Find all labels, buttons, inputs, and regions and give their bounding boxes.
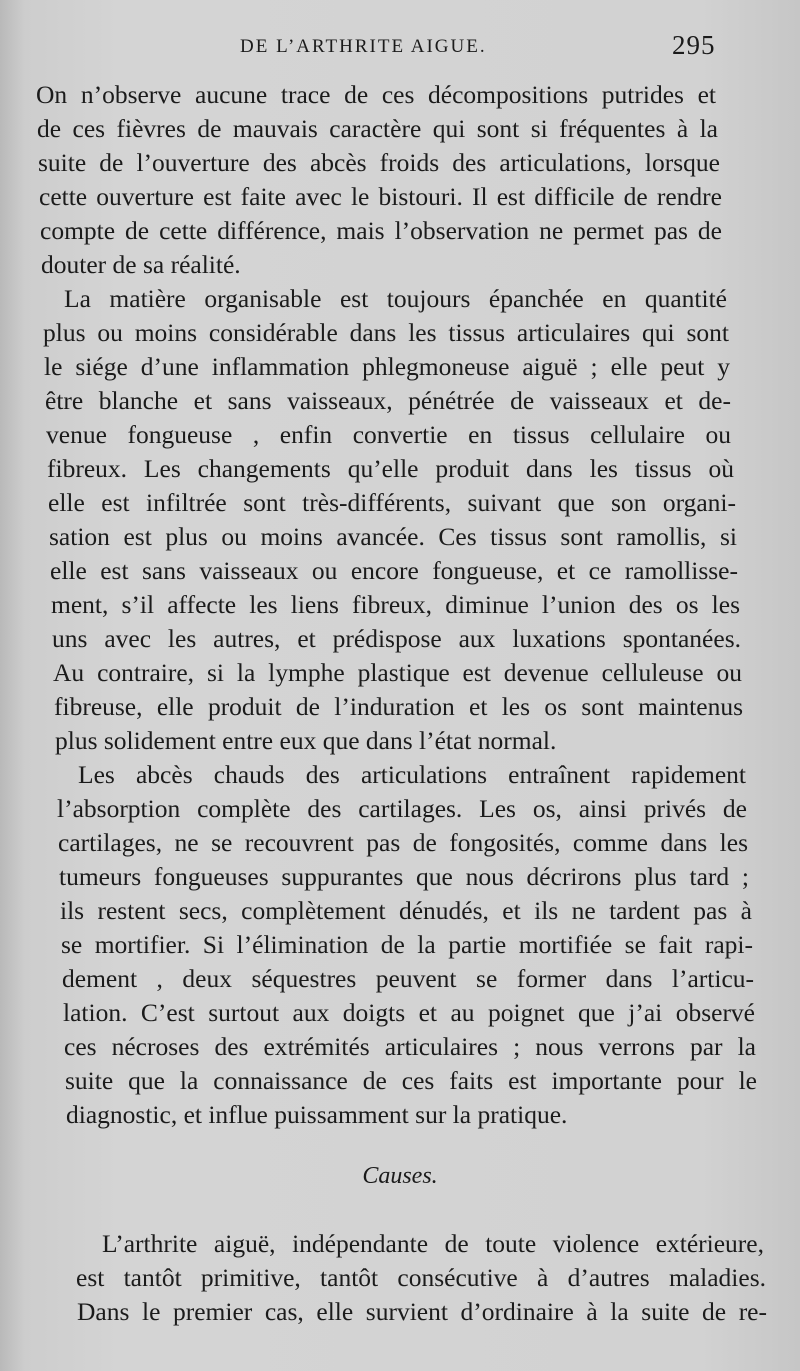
text-line: cette ouverture est faite avec le bistouri. Il est difficile de rendre: [39, 182, 722, 211]
text-line: ils restent secs, complètement dénudés, et ils ne tardent pas à: [60, 896, 752, 925]
text-line: Les abcès chauds des articulations entraînent rapidement: [78, 760, 746, 789]
text-line: cartilages, ne se recouvrent pas de fongosités, comme dans les: [58, 828, 748, 857]
text-line: dement , deux séquestres peuvent se former dans l’articu-: [62, 964, 754, 993]
text-line: ces nécroses des extrémités articulaires ; nous verrons par la: [64, 1032, 756, 1061]
text-line: plus solidement entre eux que dans l’état normal.: [55, 726, 557, 755]
text-line: sation est plus ou moins avancée. Ces tissus sont ramollis, si: [49, 522, 737, 551]
text-line: elle est sans vaisseaux ou encore fongueuse, et ce ramollisse-: [50, 556, 738, 585]
text-line: ment, s’il affecte les liens fibreux, diminue l’union des os les: [51, 590, 740, 619]
text-line: uns avec les autres, et prédispose aux luxations spontanées.: [52, 624, 741, 653]
text-line: fibreux. Les changements qu’elle produit dans les tissus où: [47, 454, 734, 483]
text-line: être blanche et sans vaisseaux, pénétrée de vaisseaux et de-: [45, 386, 731, 415]
text-line: On n’observe aucune trace de ces décompositions putrides et: [36, 80, 716, 109]
text-line: l’absorption complète des cartilages. Les os, ainsi privés de: [57, 794, 747, 823]
text-line: lation. C’est surtout aux doigts et au poignet que j’ai observé: [63, 998, 755, 1027]
text-line: suite de l’ouverture des abcès froids des articulations, lorsque: [38, 148, 720, 177]
text-line: le siége d’une inflammation phlegmoneuse aiguë ; elle peut y: [44, 352, 730, 381]
text-line: suite que la connaissance de ces faits est importante pour le: [65, 1066, 757, 1095]
text-line: douter de sa réalité.: [41, 250, 241, 279]
page-number: 295: [672, 30, 716, 60]
running-title: DE L’ARTHRITE AIGUE.: [240, 36, 487, 57]
text-line: compte de cette différence, mais l’observation ne permet pas de: [40, 216, 722, 245]
text-line: venue fongueuse , enfin convertie en tissus cellulaire ou: [46, 420, 731, 449]
text-line: fibreuse, elle produit de l’induration et les os sont maintenus: [54, 692, 743, 721]
text-line: plus ou moins considérable dans les tissus articulaires qui sont: [43, 318, 729, 347]
section-heading: Causes.: [362, 1163, 438, 1189]
text-line: Dans le premier cas, elle survient d’ordinaire à la suite de re-: [77, 1297, 767, 1326]
text-line: se mortifier. Si l’élimination de la partie mortifiée se fait rapi-: [61, 930, 753, 959]
text-line: elle est infiltrée sont très-différents, suivant que son organi-: [48, 488, 736, 517]
text-line: Au contraire, si la lymphe plastique est devenue celluleuse ou: [53, 658, 742, 687]
text-line: de ces fièvres de mauvais caractère qui sont si fréquentes à la: [37, 114, 718, 143]
text-line: tumeurs fongueuses suppurantes que nous décrirons plus tard ;: [59, 862, 749, 891]
text-line: est tantôt primitive, tantôt consécutive à d’autres maladies.: [76, 1263, 766, 1292]
text-line: L’arthrite aiguë, indépendante de toute violence extérieure,: [102, 1229, 764, 1258]
text-line: diagnostic, et influe puissamment sur la pratique.: [66, 1100, 568, 1129]
text-line: La matière organisable est toujours épanchée en quantité: [64, 284, 727, 313]
